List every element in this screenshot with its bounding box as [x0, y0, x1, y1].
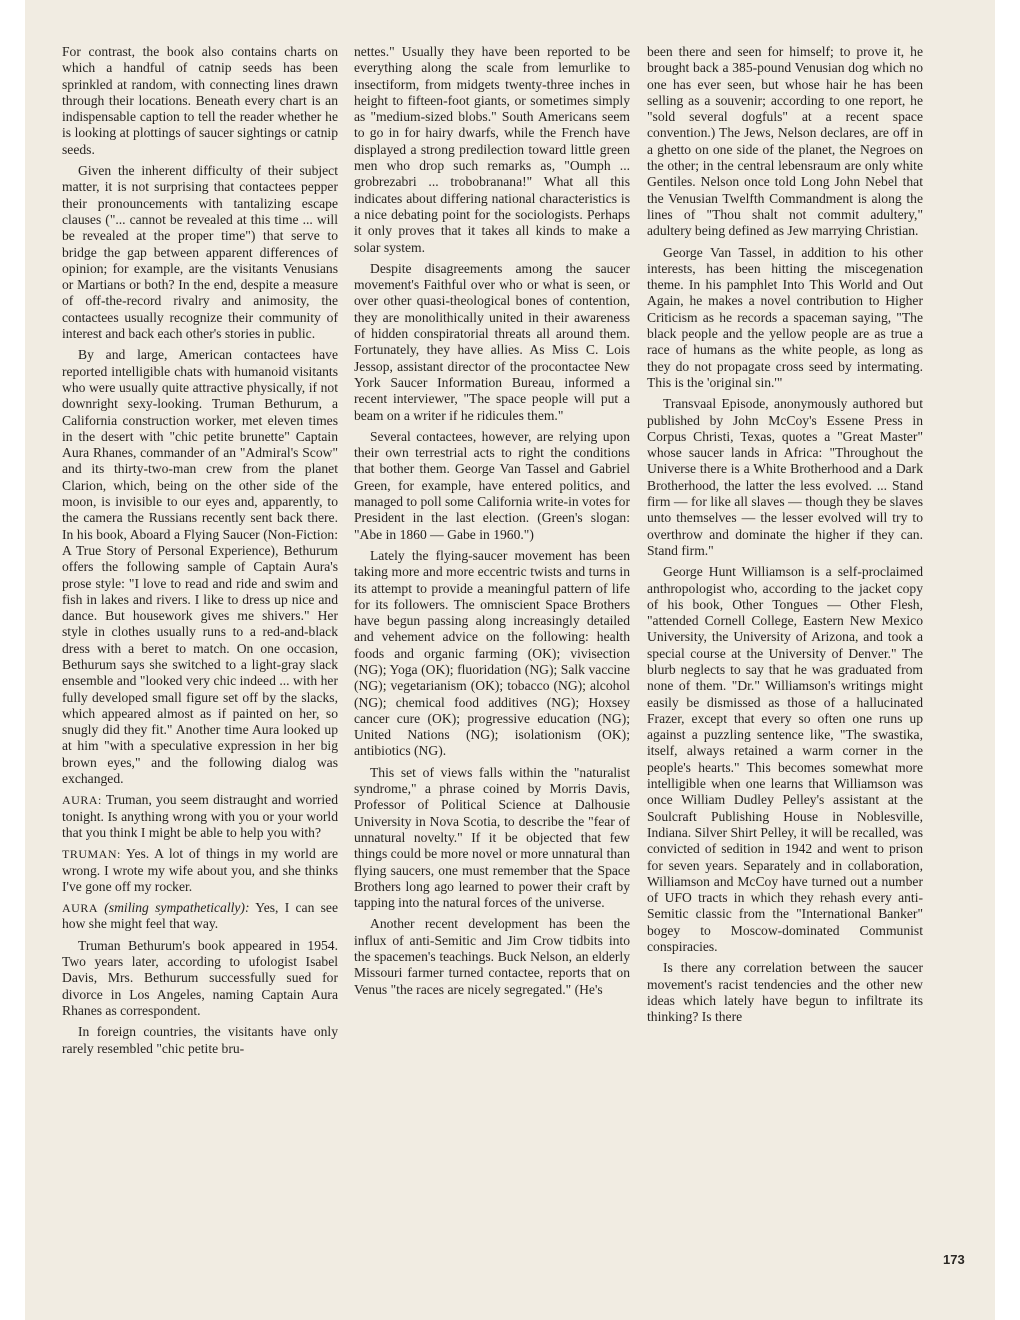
text-column-right	[647, 44, 923, 1031]
dialog-line-truman	[62, 846, 338, 895]
text-column-middle	[354, 44, 630, 1003]
paragraph: Despite disagreements among the saucer movement's Faithful over who or what is seen, or over other quasi-theological bones of contention, they are monolithically united in their awareness of hidden conspiratorial threats all around them. Fortunately, they have allies. As Miss C. Lois Jessop, assistant director of the procontactee New York Saucer Information Bureau, informed a recent interviewer, "The space people will put a beam on a writer if he ridicules them."	[354, 260, 630, 423]
speaker-label: AURA	[62, 901, 99, 916]
paragraph: George Van Tassel, in addition to his other interests, has been hitting the miscegenation theme. In his pamphlet Into This World and Out Again, he makes a novel contribution to Higher Criticism as he records a spaceman saying, "The black people and the yellow people are as true a race of humans as the white people, as long as they do not propagate cross seed by intermating. This is the 'original sin.'"	[647, 244, 923, 390]
paragraph: Given the inherent difficulty of their subject matter, it is not surprising that contactees pepper their pronouncements with tantalizing escape clauses ("... cannot be revealed at this time ... will be revealed at the proper time") that serve to bridge the gap between apparent differences of opinion; for example, are the visitants Venusians or Martians or both? In the end, despite a measure of off-the-record rivalry and animosity, the contactees usually recognize their community of interest and back each other's stories in public.	[62, 163, 338, 342]
paragraph: George Hunt Williamson is a self-proclaimed anthropologist who, according to the jacket copy of his book, Other Tongues — Other Flesh, "attended Cornell College, Eastern New Mexico University, the University of Arizona, and took a special course at the University of Denver." The blurb neglects to say that he was graduated from none of them. "Dr." Williamson's writings might easily be dismissed as those of a hallucinated Frazer, except that every so often one runs up against a puzzling sentence like, "The swastika, itself, always retained a warm corner in the people's hearts." This becomes somewhat more intelligible when one learns that Williamson was once William Dudley Pelley's assistant at the Soulcraft Publishing House in Noblesville, Indiana. Silver Shirt Pelley, it will be recalled, was convicted of sedition in 1942 and went to prison for seven years. Separately and in collaboration, Williamson and McCoy have turned out a number of UFO tracts in which they rehash every anti-Semitic classic from the "International Banker" bogey to Moscow-dominated Communist conspiracies.	[647, 564, 923, 955]
magazine-page	[25, 0, 995, 1320]
dialog-text: Truman, you seem distraught and worried tonight. Is anything wrong with you or your world that you think I might be able to help you with?	[62, 792, 338, 840]
speaker-label: TRUMAN:	[62, 847, 121, 862]
paragraph: Is there any correlation between the saucer movement's racist tendencies and the other new ideas which lately have begun to infiltrate its thinking? Is there	[647, 960, 923, 1025]
stage-direction: (smiling sympathetically):	[104, 900, 250, 916]
text-column-left	[62, 44, 338, 1062]
paragraph: Transvaal Episode, anonymously authored but published by John McCoy's Essene Press in Corpus Christi, Texas, quotes a "Great Master" whose saucer lands in Africa: "Throughout the Universe there is a White Brotherhood and a Dark Brotherhood, the latter the less evolved. ... Stand firm — for like all slaves — though they be slaves unto themselves — the lesser evolved will try to overthrow and dominate the higher if they can. Stand firm."	[647, 396, 923, 558]
dialog-text: Yes, I can see how she might feel that way.	[62, 900, 338, 932]
dialog-line-aura	[62, 900, 338, 933]
dialog-text: Yes. A lot of things in my world are wrong. I wrote my wife about you, and she thinks I've gone off my rocker.	[62, 846, 338, 894]
paragraph: For contrast, the book also contains charts on which a handful of catnip seeds has been sprinkled at random, with connecting lines drawn through their locations. Beneath every chart is an indispensable caption to tell the reader whether he is looking at plottings of saucer sightings or catnip seeds.	[62, 44, 338, 157]
paragraph: In foreign countries, the visitants have only rarely resembled "chic petite bru-	[62, 1024, 338, 1056]
paragraph: Several contactees, however, are relying upon their own terrestrial acts to right the conditions that bother them. George Van Tassel and Gabriel Green, for example, have entered politics, and managed to poll some California write-in votes for President in the last election. (Green's slogan: "Abe in 1860 — Gabe in 1960.")	[354, 428, 630, 542]
paragraph: nettes." Usually they have been reported to be everything along the scale from lemurlike to insectiform, from midgets twenty-three inches in height to fifteen-foot giants, or sometimes simply as "medium-sized blobs." South Americans seem to go in for hairy dwarfs, while the French have displayed a strong predilection toward little green men who drop such remarks as, "Oumph ... grobrezabri ... trobobranana!" What all this indicates about differing national characteristics is a nice debating point for the sociologists. Perhaps it only proves that it takes all kinds to make a solar system.	[354, 44, 630, 255]
speaker-label: AURA:	[62, 793, 102, 808]
paragraph: This set of views falls within the "naturalist syndrome," a phrase coined by Morris Davis, Professor of Political Science at Dalhousie University in Nova Scotia, to describe the "fear of unnatural novelty." If it be objected that few things could be more novel or more unnatural than flying saucers, one must remember that the Space Brothers long ago learned to power their craft by tapping into the natural forces of the universe.	[354, 764, 630, 911]
paragraph: Another recent development has been the influx of anti-Semitic and Jim Crow tidbits into the spacemen's teachings. Buck Nelson, an elderly Missouri farmer turned contactee, reports that on Venus "the races are nicely segregated." (He's	[354, 916, 630, 997]
paragraph: Lately the flying-saucer movement has been taking more and more eccentric twists and turns in its attempt to provide a meaningful pattern of life for its followers. The omniscient Space Brothers have begun passing along increasingly detailed and vehement advice on the following: health foods and organic farming (OK); vivisection (NG); Yoga (OK); fluoridation (NG); Salk vaccine (NG); vegetarianism (OK); tobacco (NG); alcohol (NG); chemical food additives (NG); Hoxsey cancer cure (OK); progressive education (NG); United Nations (NG); isolationism (OK); antibiotics (NG).	[354, 547, 630, 759]
paragraph: been there and seen for himself; to prove it, he brought back a 385-pound Venusian dog which no one has ever seen, but whose hair he has been selling as a souvenir; according to one report, he "sold several dogfuls" at a recent space convention.) The Jews, Nelson declares, are off in a ghetto on one side of the planet, the Negroes on the other; in the central lebensraum are only white Gentiles. Nelson once told Long John Nebel that the Venusian Twelfth Commandment is along the lines of "Thou shalt not commit adultery," adultery being defined as Jew marrying Christian.	[647, 44, 923, 239]
page-number: 173	[943, 1252, 965, 1267]
paragraph: By and large, American contactees have reported intelligible chats with humanoid visitants who were usually quite attractive physically, if not downright sexy-looking. Truman Bethurum, a California construction worker, met eleven times in the desert with "chic petite brunette" Captain Aura Rhanes, commander of an "Admiral's Scow" and its thirty-two-man crew from the planet Clarion, which, being on the other side of the moon, is invisible to our eyes and, apparently, to the camera the Russians recently sent back there. In his book, Aboard a Flying Saucer (Non-Fiction: A True Story of Personal Experience), Bethurum offers the following sample of Captain Aura's prose style: "I love to read and ride and swim and fish in lakes and rivers. I like to dress up nice and dance. But housework gives me shivers." Her style in clothes usually runs to a red-and-black dress with a beret to match. On one occasion, Bethurum says she switched to a light-gray slack ensemble and "looked very chic indeed ... with her fully developed small figure set off by the slacks, which appeared almost as if painted on her, so snugly did they fit." Another time Aura looked up at him "with a speculative expression in her big brown eyes," and the following dialog was exchanged.	[62, 347, 338, 787]
dialog-line-aura	[62, 792, 338, 841]
paragraph: Truman Bethurum's book appeared in 1954. Two years later, according to ufologist Isabel Davis, Mrs. Bethurum successfully sued for divorce in Los Angeles, naming Captain Aura Rhanes as correspondent.	[62, 937, 338, 1018]
